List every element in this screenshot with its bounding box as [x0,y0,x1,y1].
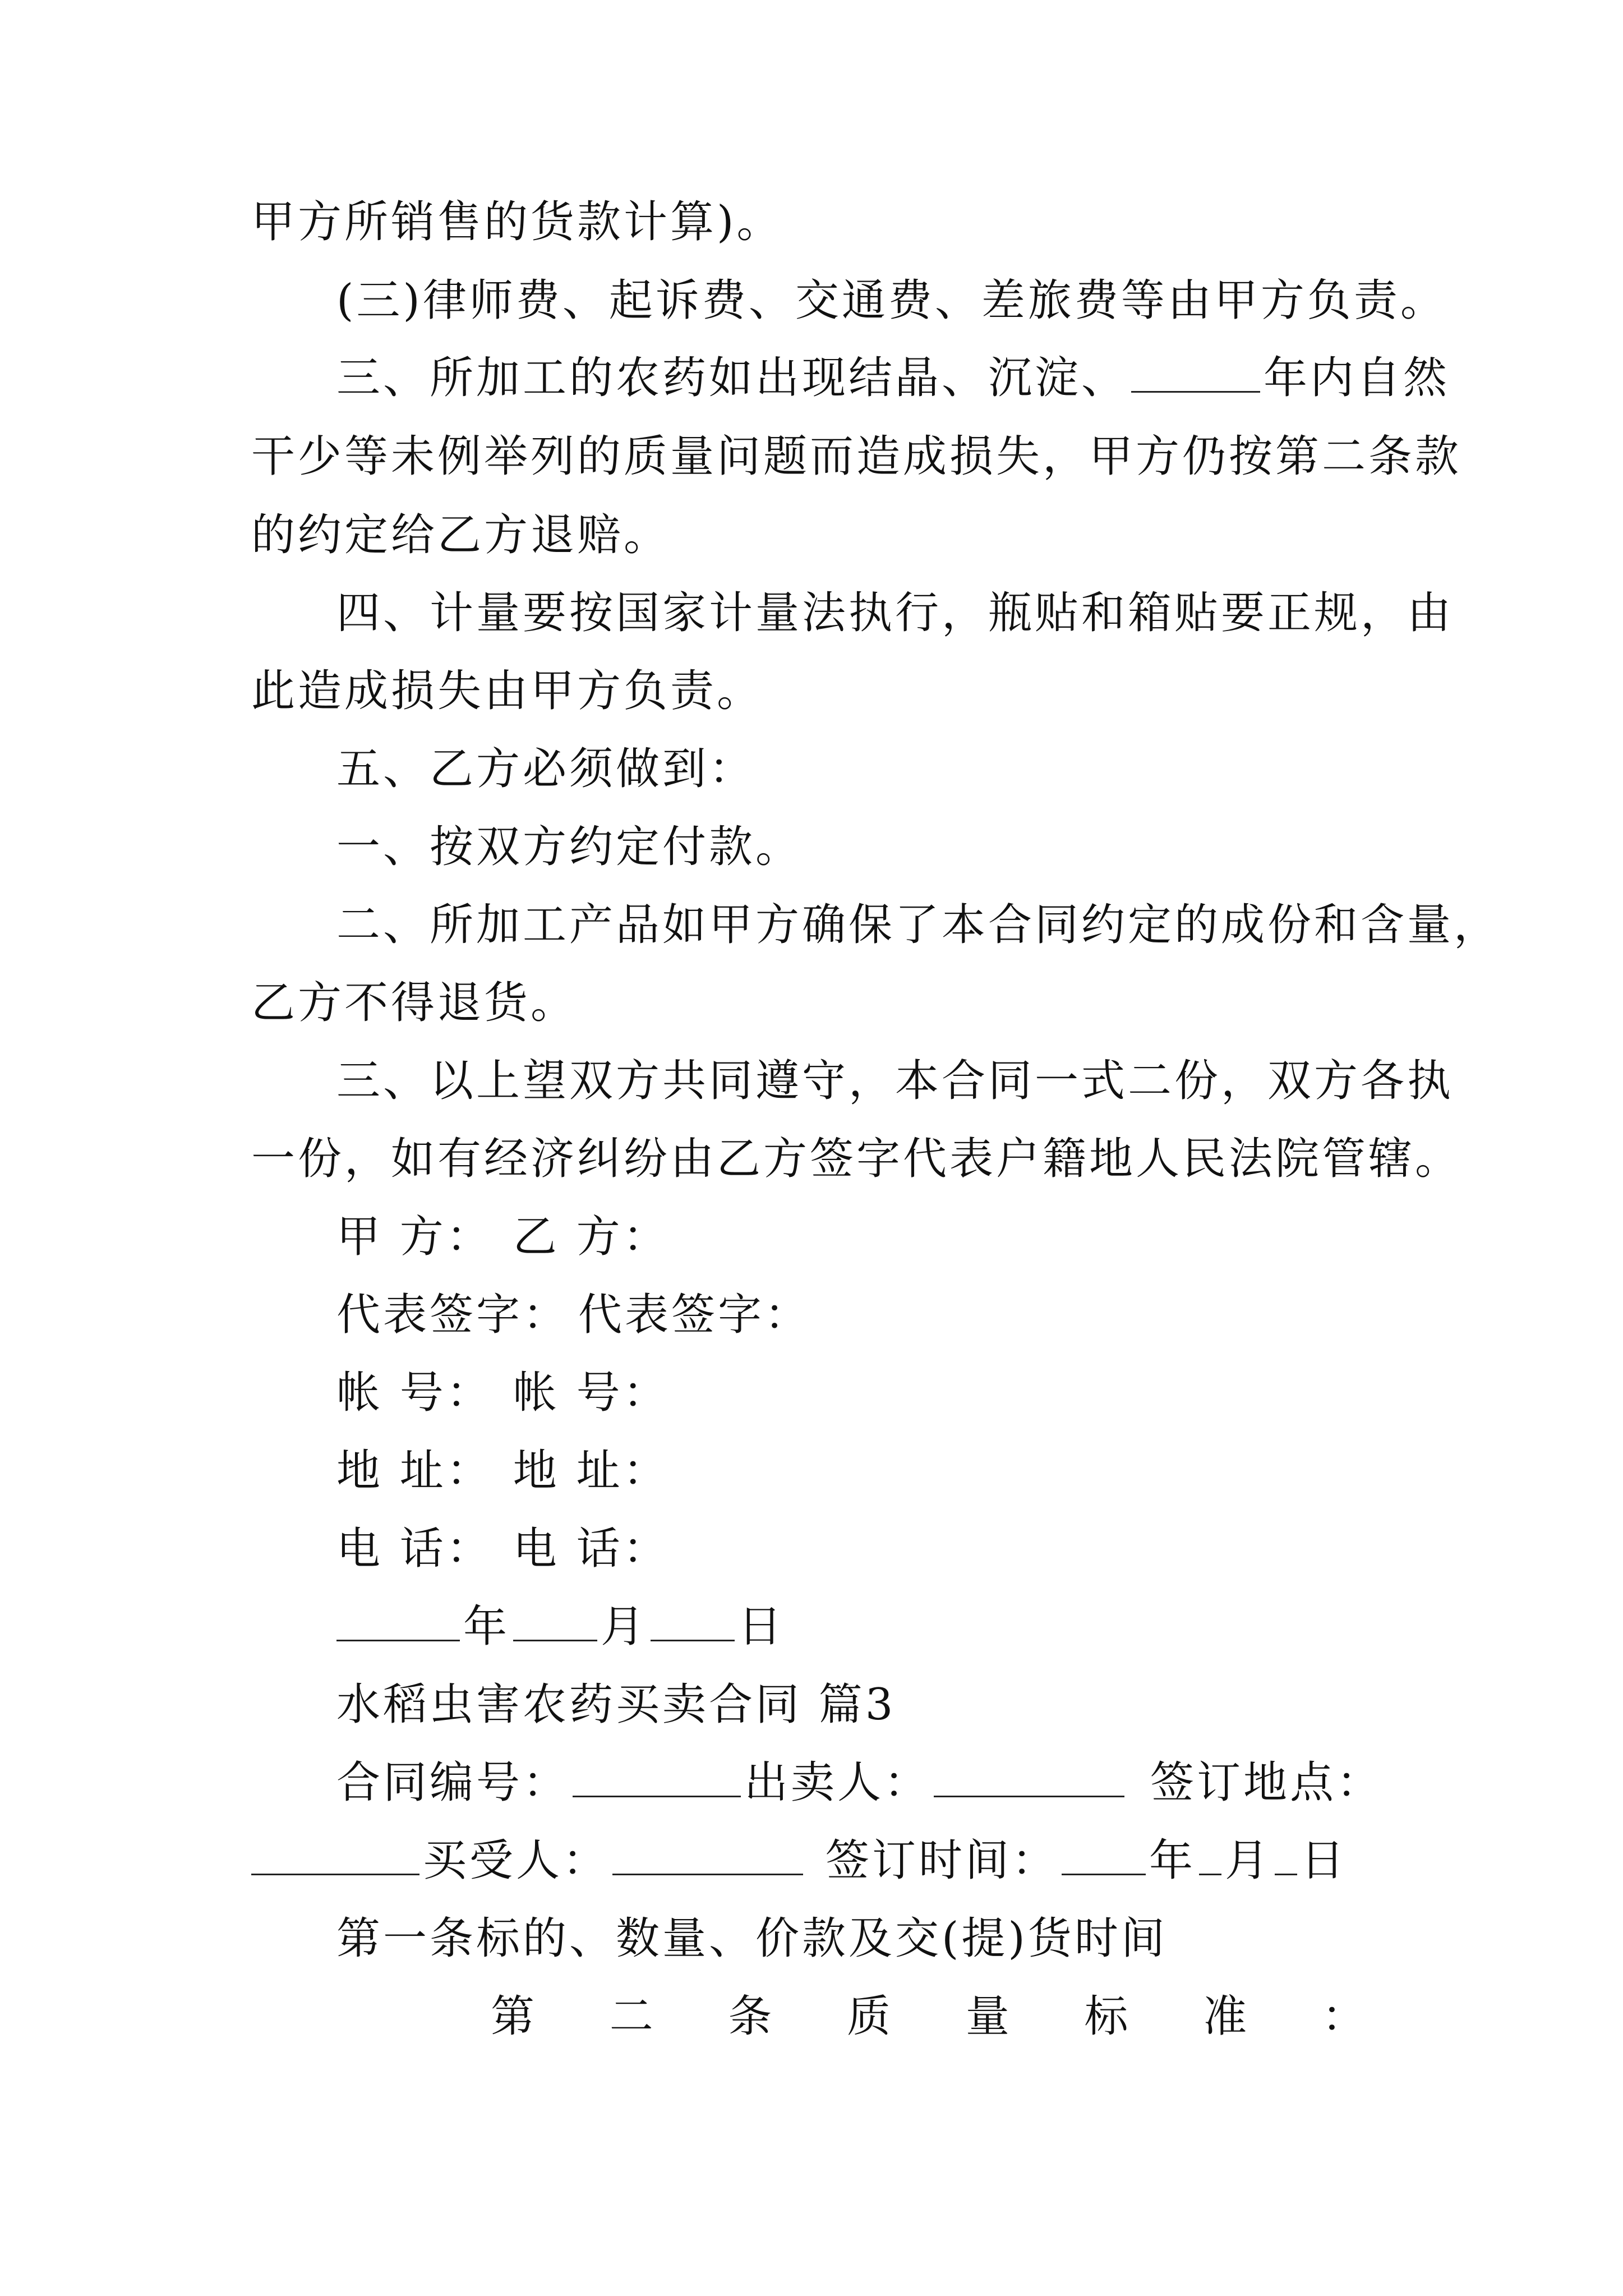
article-char: 量 [965,1991,1009,2042]
text-segment: 年内自然 [1264,353,1450,403]
paragraph-line: 的约定给乙方退赔。 [251,510,671,560]
sign-month-label: 月 [1225,1835,1272,1886]
day-label: 日 [738,1602,785,1652]
paragraph-line: 三、以上望双方共同遵守，本合同一式二份，双方各执 [336,1056,1454,1106]
sign-day-blank [1275,1834,1297,1875]
sign-place-blank [251,1834,419,1875]
buyer-blank [612,1834,803,1875]
contract-info-row [336,1756,1503,1810]
year-blank [336,1600,460,1641]
phone-b-label: 电 话： [513,1524,670,1574]
paragraph-line: 五、乙方必须做到： [336,744,756,794]
article-char: 条 [728,1991,772,2042]
seller-blank [934,1756,1124,1797]
year-label: 年 [463,1602,510,1652]
account-b-label: 帐 号： [513,1368,670,1418]
signature-address-row [336,1444,1503,1498]
sign-year-label: 年 [1149,1835,1196,1886]
sign-place-label: 签订地点： [1150,1757,1384,1808]
seller-label: 出卖人： [744,1757,931,1808]
paragraph-line: (三)律师费、起诉费、交通费、差旅费等由甲方负责。 [336,275,1447,326]
party-b-label: 乙 方： [513,1212,670,1262]
paragraph-line: 干少等未例举列的质量问题而造成损失，甲方仍按第二条款 [251,431,1462,482]
text-segment: 三、所加工的农药如出现结晶、沉淀、 [336,353,1128,403]
signature-date-row [336,1600,1503,1654]
day-blank [651,1600,735,1641]
contract-no-blank [573,1756,741,1797]
account-a-label: 帐 号： [336,1368,493,1418]
address-a-label: 地 址： [336,1446,493,1496]
section-title: 水稻虫害农药买卖合同 篇3 [336,1680,896,1730]
paragraph-line: 甲方所销售的货款计算)。 [251,197,783,247]
sign-month-blank [1199,1834,1221,1875]
paragraph-line: 二、所加工产品如甲方确保了本合同约定的成份和含量， [336,900,1501,950]
sign-year-blank [1062,1834,1146,1875]
rep-a-label: 代表签字： [336,1290,570,1340]
article-char: 标 [1084,1991,1128,2042]
paragraph-line: 一、按双方约定付款。 [336,822,803,872]
paragraph-line: 乙方不得退货。 [251,978,578,1028]
signature-rep-row [336,1288,1503,1342]
paragraph-line: 四、计量要按国家计量法执行，瓶贴和箱贴要正规，由 [336,588,1454,638]
signature-party-row [336,1210,1503,1264]
article-char: 二 [609,1991,653,2042]
article-line: 第一条标的、数量、价款及交(提)货时间 [336,1913,1168,1964]
article-char: ： [1321,1991,1366,2042]
party-a-label: 甲 方： [336,1212,493,1262]
article-char: 质 [847,1991,891,2042]
contract-no-label: 合同编号： [336,1757,570,1808]
address-b-label: 地 址： [513,1446,670,1496]
month-blank [513,1600,597,1641]
rep-b-label: 代表签字： [578,1290,811,1340]
article-line-spread [491,1990,1366,2044]
phone-a-label: 电 话： [336,1524,493,1574]
buyer-label: 买受人： [423,1835,610,1886]
paragraph-line: 一份，如有经济纠纷由乙方签字代表户籍地人民法院管辖。 [251,1134,1462,1184]
contract-info-row [251,1834,1418,1888]
sign-day-label: 日 [1301,1835,1348,1886]
article-char: 第 [491,1991,535,2042]
month-label: 月 [601,1602,648,1652]
sign-time-label: 签订时间： [826,1835,1059,1886]
blank-line [1131,352,1260,393]
signature-phone-row [336,1522,1503,1576]
paragraph-line [336,351,1503,405]
signature-account-row [336,1366,1503,1420]
paragraph-line: 此造成损失由甲方负责。 [251,666,764,716]
article-char: 准 [1203,1991,1247,2042]
